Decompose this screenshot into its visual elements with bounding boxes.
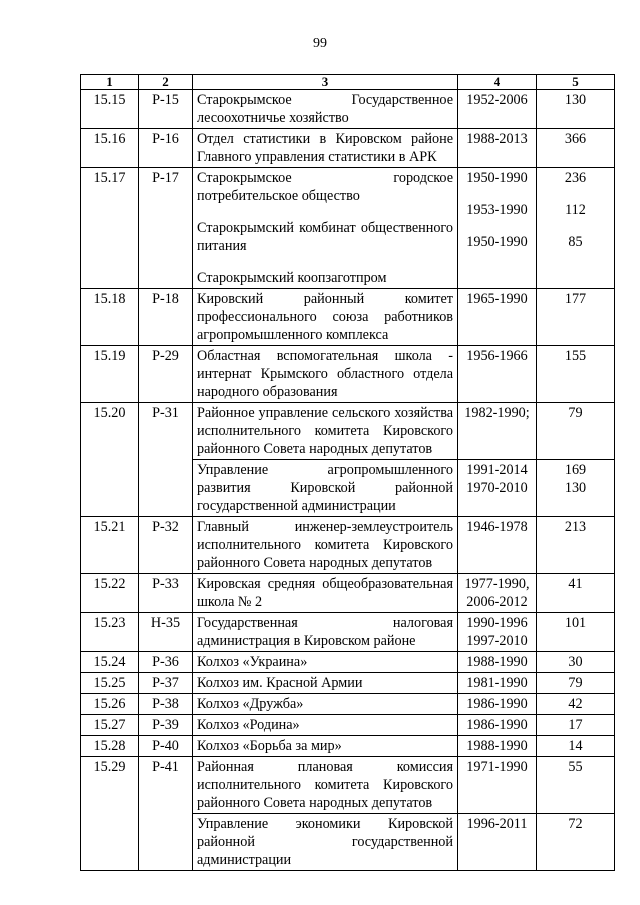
- record-number: 15.16: [81, 129, 139, 168]
- record-dates-cell: [458, 346, 537, 403]
- record-count-cell: [537, 574, 615, 613]
- successor-count-cell: [537, 460, 615, 517]
- record-count: 30: [568, 654, 583, 670]
- record-dates: 1988-2013: [466, 131, 528, 147]
- record-title-cell: [193, 129, 458, 168]
- record-title: Колхоз им. Красной Армии: [197, 675, 363, 691]
- record-title-cell: [193, 757, 458, 814]
- record-dates: 1988-1990: [466, 654, 528, 670]
- page-number: 99: [313, 36, 327, 51]
- record-count: 177: [564, 291, 587, 307]
- table-row: [81, 574, 615, 613]
- record-number: 15.20: [81, 403, 139, 517]
- record-title: Старокрымское городское потребительское общество: [197, 170, 453, 204]
- record-dates: 1986-1990: [466, 696, 528, 712]
- record-dates-cell: [458, 652, 537, 673]
- record-dates: 2006-2012: [466, 594, 528, 610]
- record-title-cell: [193, 574, 458, 613]
- record-number: 15.24: [81, 652, 139, 673]
- record-count: 366: [564, 131, 587, 147]
- column-header-1: 1: [81, 75, 139, 90]
- fund-code: Р-15: [139, 90, 193, 129]
- record-title-cell: [193, 673, 458, 694]
- fund-code: Р-18: [139, 289, 193, 346]
- record-count-cell: [537, 715, 615, 736]
- fund-code: Р-38: [139, 694, 193, 715]
- table-row: [81, 694, 615, 715]
- record-count: 79: [568, 405, 583, 421]
- fund-code: Р-16: [139, 129, 193, 168]
- table-row: [81, 673, 615, 694]
- successor-count: 72: [568, 816, 583, 832]
- table-row: [81, 757, 615, 814]
- record-number: 15.19: [81, 346, 139, 403]
- record-dates-cell: [458, 673, 537, 694]
- record-title: Колхоз «Родина»: [197, 717, 300, 733]
- record-dates: 1990-1996: [466, 615, 528, 631]
- record-count: 130: [564, 92, 587, 108]
- fund-code: Р-37: [139, 673, 193, 694]
- record-count: 213: [564, 519, 587, 535]
- table-row: [81, 168, 615, 289]
- table-row: [81, 90, 615, 129]
- fund-code: Р-36: [139, 652, 193, 673]
- record-number: 15.23: [81, 613, 139, 652]
- record-title-cell: [193, 715, 458, 736]
- record-count: 17: [568, 717, 583, 733]
- record-count-cell: [537, 168, 615, 289]
- record-number: 15.21: [81, 517, 139, 574]
- record-count: 79: [568, 675, 583, 691]
- fund-code: Р-17: [139, 168, 193, 289]
- record-dates: 1956-1966: [466, 348, 528, 364]
- record-count: 155: [564, 348, 587, 364]
- record-dates: 1965-1990: [466, 291, 528, 307]
- record-title: Старокрымский комбинат общественного питания: [197, 220, 453, 254]
- record-title-cell: [193, 736, 458, 757]
- record-count-cell: [537, 403, 615, 460]
- record-title-cell: [193, 90, 458, 129]
- table-row: [81, 403, 615, 460]
- record-dates-cell: [458, 289, 537, 346]
- record-number: 15.27: [81, 715, 139, 736]
- record-title: Колхоз «Борьба за мир»: [197, 738, 342, 754]
- fund-code: Р-31: [139, 403, 193, 517]
- fund-code: Р-29: [139, 346, 193, 403]
- fund-code: Р-33: [139, 574, 193, 613]
- record-number: 15.25: [81, 673, 139, 694]
- record-title-cell: [193, 613, 458, 652]
- record-dates: 1981-1990: [466, 675, 528, 691]
- record-count: 42: [568, 696, 583, 712]
- record-dates: 1950-1990: [466, 234, 528, 250]
- fund-code: Р-41: [139, 757, 193, 871]
- table-row: [81, 129, 615, 168]
- record-dates: 1971-1990: [466, 759, 528, 775]
- successor-dates-cell: [458, 460, 537, 517]
- record-count: 101: [564, 615, 587, 631]
- record-count-cell: [537, 517, 615, 574]
- fund-code: Р-39: [139, 715, 193, 736]
- column-header-5: 5: [537, 75, 615, 90]
- record-dates-cell: [458, 574, 537, 613]
- record-title-cell: [193, 289, 458, 346]
- record-count: 236: [564, 170, 587, 186]
- record-dates-cell: [458, 517, 537, 574]
- record-title-cell: [193, 168, 458, 289]
- record-dates: 1977-1990,: [464, 576, 530, 592]
- record-title: Колхоз «Украина»: [197, 654, 308, 670]
- record-title: Государственная налоговая администрация в Кировском районе: [197, 615, 453, 649]
- table-header-row: [81, 75, 615, 90]
- record-title: Кировский районный комитет профессионального союза работников агропромышленного комплекса: [197, 291, 453, 343]
- record-number: 15.26: [81, 694, 139, 715]
- table-row: [81, 715, 615, 736]
- record-title: Отдел статистики в Кировском районе Главного управления статистики в АРК: [197, 131, 453, 165]
- successor-title: Управление агропромышленного развития Кировской районной государственной администрации: [193, 460, 458, 517]
- record-title-cell: [193, 652, 458, 673]
- fund-code: Р-40: [139, 736, 193, 757]
- column-header-2: 2: [139, 75, 193, 90]
- successor-dates: 1970-2010: [466, 480, 528, 496]
- fund-code: Р-32: [139, 517, 193, 574]
- record-count-cell: [537, 90, 615, 129]
- registry-table: [80, 74, 615, 871]
- record-count: 41: [568, 576, 583, 592]
- fund-code: Н-35: [139, 613, 193, 652]
- table-row: [81, 652, 615, 673]
- record-dates: 1997-2010: [466, 633, 528, 649]
- successor-dates-cell: [458, 814, 537, 871]
- record-dates: 1988-1990: [466, 738, 528, 754]
- record-title: Районное управление сельского хозяйства исполнительного комитета Кировского районного Совета народных депутатов: [197, 405, 453, 457]
- table-row: [81, 517, 615, 574]
- record-count-cell: [537, 673, 615, 694]
- column-header-4: 4: [458, 75, 537, 90]
- record-title: Старокрымское Государственное лесоохотничье хозяйство: [197, 92, 453, 126]
- record-count-cell: [537, 613, 615, 652]
- record-number: 15.18: [81, 289, 139, 346]
- successor-count: 130: [564, 480, 587, 496]
- record-title: Кировская средняя общеобразовательная школа № 2: [197, 576, 453, 610]
- record-number: 15.15: [81, 90, 139, 129]
- record-count-cell: [537, 346, 615, 403]
- record-title: Районная плановая комиссия исполнительного комитета Кировского районного Совета народных депутатов: [197, 759, 453, 811]
- table-row: [81, 613, 615, 652]
- record-count-cell: [537, 694, 615, 715]
- record-count-cell: [537, 652, 615, 673]
- record-title: Колхоз «Дружба»: [197, 696, 304, 712]
- record-title-cell: [193, 346, 458, 403]
- record-title-cell: [193, 517, 458, 574]
- record-dates: 1952-2006: [466, 92, 528, 108]
- record-number: 15.22: [81, 574, 139, 613]
- record-number: 15.28: [81, 736, 139, 757]
- record-count: 85: [568, 234, 583, 250]
- record-dates: 1953-1990: [466, 202, 528, 218]
- record-number: 15.17: [81, 168, 139, 289]
- record-title: Областная вспомогательная школа - интернат Крымского областного отдела народного образования: [197, 348, 453, 400]
- record-count-cell: [537, 289, 615, 346]
- table-row: [81, 346, 615, 403]
- successor-count-cell: [537, 814, 615, 871]
- record-dates-cell: [458, 736, 537, 757]
- table-row: [81, 289, 615, 346]
- record-dates: 1982-1990;: [464, 405, 530, 421]
- table-row: [81, 736, 615, 757]
- record-dates: 1950-1990: [466, 170, 528, 186]
- record-dates-cell: [458, 129, 537, 168]
- successor-count: 169: [564, 462, 587, 478]
- record-dates-cell: [458, 694, 537, 715]
- successor-dates: 1996-2011: [466, 816, 528, 832]
- record-count: 55: [568, 759, 583, 775]
- record-dates-cell: [458, 757, 537, 814]
- record-count-cell: [537, 129, 615, 168]
- record-dates-cell: [458, 168, 537, 289]
- record-dates: 1986-1990: [466, 717, 528, 733]
- record-dates-cell: [458, 90, 537, 129]
- successor-dates: 1991-2014: [466, 462, 528, 478]
- record-title-cell: [193, 403, 458, 460]
- record-title: Старокрымский коопзаготпром: [197, 270, 387, 286]
- record-count-cell: [537, 736, 615, 757]
- record-count: 112: [565, 202, 586, 218]
- record-count-cell: [537, 757, 615, 814]
- record-dates-cell: [458, 715, 537, 736]
- record-dates-cell: [458, 403, 537, 460]
- successor-title: Управление экономики Кировской районной государственной администрации: [193, 814, 458, 871]
- registry-body: [81, 75, 615, 871]
- record-title: Главный инженер-землеустроитель исполнительного комитета Кировского районного Совета народных депутатов: [197, 519, 453, 571]
- record-number: 15.29: [81, 757, 139, 871]
- record-dates-cell: [458, 613, 537, 652]
- record-title-cell: [193, 694, 458, 715]
- record-dates: 1946-1978: [466, 519, 528, 535]
- record-count: 14: [568, 738, 583, 754]
- column-header-3: 3: [193, 75, 458, 90]
